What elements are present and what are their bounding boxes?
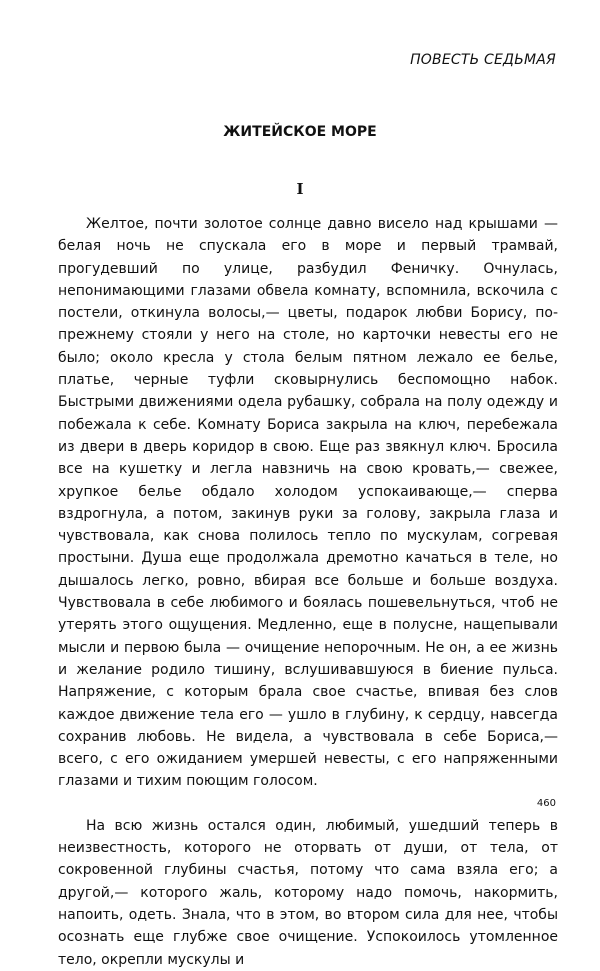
running-header: ПОВЕСТЬ СЕДЬМАЯ [410,52,556,68]
paragraph: На всю жизнь остался один, любимый, ушедший теперь в неизвестность, которого не оторвать от души, от тела, от сокровенной глубины счастья, потому что сама взяла его; а другой,— которого жаль, которому надо помочь, накормить, напоить, одеть. Знала, что в этом, во втором сила для нее, чтобы осознать еще глубже свое очищение. Успокоилось утомленное тело, окрепли мускулы и [58,817,558,968]
page-number: 460 [536,798,556,809]
body-text [58,213,558,971]
chapter-title: ЖИТЕЙСКОЕ МОРЕ [223,124,377,140]
paragraph: Желтое, почти золотое солнце давно висело над крышами — белая ночь не спускала его в море и первый трамвай, прогудевший по улице, разбудил Феничку. Очнулась, непонимающими глазами обвела комнату, вспомнила, вскочила с постели, откинула волосы,— цветы, подарок любви Борису, по-прежнему стояли у него на столе, но карточки невесты его не было; около кресла у стола белым пятном лежало ее белье, платье, черные туфли сковырнулись беспомощно набок. Быстрыми движениями одела рубашку, собрала на полу одежду и побежала к себе. Комнату Бориса закрыла на ключ, перебежала из двери в дверь коридор в свою. Еще раз звякнул ключ. Бросила все на кушетку и легла навзничь на свою кровать,— свежее, хрупкое белье обдало холодом успокаивающе,— сперва вздрогнула, а потом, закинув руки за голову, закрыла глаза и чувствовала, как снова полилось тепло по мускулам, согревая простыни. Душа еще продолжала дремотно качаться в теле, но дышалось легко, ровно, вбирая все больше и больше воздуха. Чувствовала в себе любимого и боялась пошевельнуться, чтоб не утерять этого ощущения. Медленно, еще в полусне, нащепывали мысли и первою была — очищение непорочным. Не он, а ее жизнь и желание родило тишину, вслушивавшуюся в биение пульса. Напряжение, с которым брала свое счастье, впивая без слов каждое движение тела его — ушло в глубину, к сердцу, навсегда сохранив любовь. Не видела, а чувствовала в себе Бориса,— всего, с его ожиданием умершей невесты, с его напряженными глазами и тихим поющим голосом. [58,216,558,790]
section-number: I [296,180,304,198]
